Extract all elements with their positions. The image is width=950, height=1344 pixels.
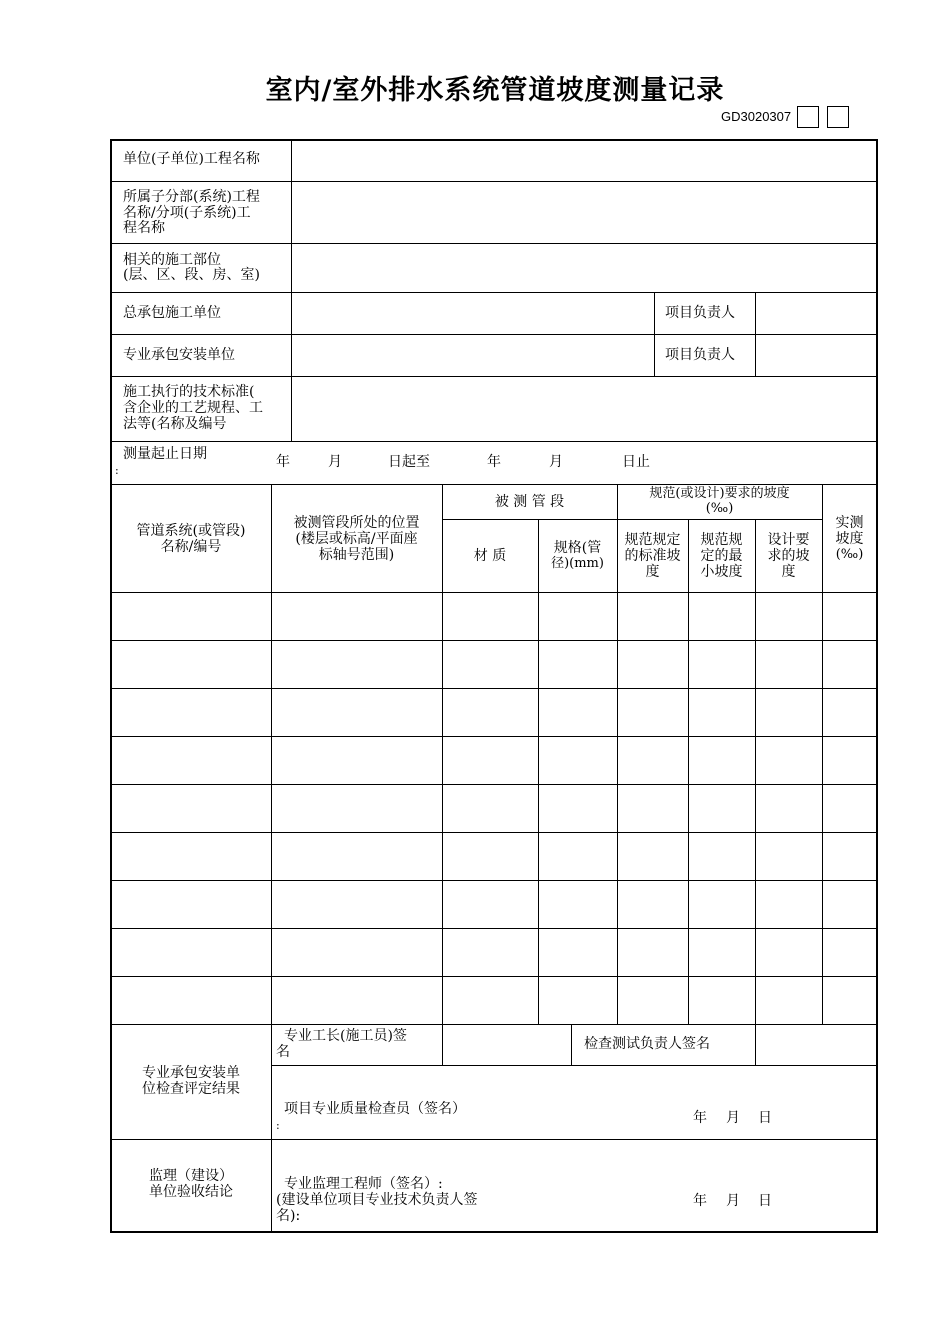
col-divider (755, 1024, 756, 1066)
required-slope-header-1: 规范(或设计)要求的坡度 (649, 486, 790, 501)
table-cell[interactable] (112, 929, 271, 976)
table-cell[interactable] (112, 833, 271, 880)
table-cell[interactable] (823, 737, 876, 784)
inspection-label-2: 位检查评定结果 (142, 1081, 240, 1097)
date-year-1: 年 (276, 454, 290, 470)
table-cell[interactable] (539, 641, 617, 688)
col-divider (291, 140, 292, 442)
table-cell[interactable] (443, 785, 538, 832)
table-cell[interactable] (689, 833, 755, 880)
table-cell[interactable] (689, 929, 755, 976)
table-cell[interactable] (618, 593, 688, 640)
table-cell[interactable] (823, 785, 876, 832)
table-cell[interactable] (823, 593, 876, 640)
table-cell[interactable] (539, 881, 617, 928)
inspection-month: 月 (726, 1110, 740, 1126)
standard-label-1: 施工执行的技术标准( (123, 384, 255, 400)
min-slope-header-3: 小坡度 (700, 564, 743, 580)
table-cell[interactable] (112, 785, 271, 832)
table-cell[interactable] (618, 881, 688, 928)
location-label-1: 相关的施工部位 (123, 252, 221, 268)
table-cell[interactable] (823, 833, 876, 880)
date-year-2: 年 (487, 454, 501, 470)
position-header-2: (楼层或标高/平面座 (295, 531, 418, 547)
table-cell[interactable] (272, 881, 442, 928)
unit-name-label: 单位(子单位)工程名称 (123, 151, 260, 167)
table-cell[interactable] (756, 737, 822, 784)
table-cell[interactable] (689, 977, 755, 1024)
table-cell[interactable] (689, 593, 755, 640)
row-divider (111, 1024, 877, 1025)
table-cell[interactable] (272, 833, 442, 880)
table-cell[interactable] (112, 737, 271, 784)
table-cell[interactable] (618, 737, 688, 784)
form-code-box-2[interactable] (827, 106, 849, 128)
table-cell[interactable] (689, 737, 755, 784)
measured-slope-header-1: 实测 (835, 515, 864, 531)
table-cell[interactable] (112, 881, 271, 928)
table-cell[interactable] (618, 785, 688, 832)
table-cell[interactable] (443, 929, 538, 976)
col-divider (755, 292, 756, 377)
table-cell[interactable] (443, 641, 538, 688)
foreman-signature-label-1: 专业工长(施工员)签 (284, 1028, 407, 1044)
table-cell[interactable] (539, 593, 617, 640)
table-cell[interactable] (689, 689, 755, 736)
general-contractor-label: 总承包施工单位 (123, 305, 221, 321)
date-end: 日止 (622, 454, 650, 470)
quality-inspector-colon: : (276, 1119, 280, 1132)
table-cell[interactable] (443, 833, 538, 880)
position-header-1: 被测管段所处的位置 (293, 515, 420, 531)
table-cell[interactable] (272, 689, 442, 736)
form-code-box-1[interactable] (797, 106, 819, 128)
col-divider (654, 292, 655, 377)
col-divider (571, 1024, 572, 1066)
table-cell[interactable] (823, 641, 876, 688)
header-subdivider (442, 519, 823, 520)
table-cell[interactable] (539, 833, 617, 880)
table-cell[interactable] (112, 689, 271, 736)
table-cell[interactable] (272, 785, 442, 832)
table-cell[interactable] (823, 689, 876, 736)
table-cell[interactable] (272, 737, 442, 784)
quality-inspector-label: 项目专业质量检查员（签名） (284, 1101, 466, 1117)
table-cell[interactable] (618, 641, 688, 688)
table-cell[interactable] (689, 881, 755, 928)
foreman-signature-label-2: 名 (276, 1044, 290, 1060)
spec-header-1: 规格(管 (553, 540, 602, 556)
supervisor-signature-label-3: 名): (276, 1208, 301, 1224)
table-cell[interactable] (539, 929, 617, 976)
row-divider (271, 1065, 877, 1066)
table-cell[interactable] (539, 785, 617, 832)
acceptance-month: 月 (726, 1193, 740, 1209)
special-contractor-label: 专业承包安装单位 (123, 347, 235, 363)
table-cell[interactable] (823, 977, 876, 1024)
date-label: 测量起止日期 (123, 446, 207, 462)
table-cell[interactable] (618, 929, 688, 976)
table-cell[interactable] (272, 977, 442, 1024)
date-start: 日起至 (388, 454, 430, 470)
table-cell[interactable] (756, 785, 822, 832)
table-cell[interactable] (443, 977, 538, 1024)
measured-segment-header: 被 测 管 段 (494, 494, 565, 510)
row-divider (111, 376, 877, 377)
design-slope-header-2: 求的坡 (767, 548, 810, 564)
standard-slope-header-3: 度 (645, 564, 660, 580)
table-cell[interactable] (756, 881, 822, 928)
table-cell[interactable] (112, 593, 271, 640)
sub-division-label-2: 名称/分项(子系统)工 (123, 205, 251, 221)
position-header-3: 标轴号范围) (318, 547, 395, 563)
table-cell[interactable] (272, 929, 442, 976)
spec-header-2: 径)(mm) (551, 556, 604, 571)
acceptance-year: 年 (693, 1193, 707, 1209)
table-cell[interactable] (112, 641, 271, 688)
standard-label-2: 含企业的工艺规程、工 (123, 400, 263, 416)
project-manager-label-1: 项目负责人 (665, 305, 735, 321)
sub-division-label-3: 程名称 (123, 220, 165, 236)
page-title: 室内/室外排水系统管道坡度测量记录 (265, 75, 725, 106)
min-slope-header-2: 定的最 (700, 548, 743, 564)
sub-division-label-1: 所属子分部(系统)工程 (123, 189, 260, 205)
min-slope-header-1: 规范规 (700, 532, 743, 548)
form-code: GD3020307 (721, 109, 792, 124)
table-cell[interactable] (443, 689, 538, 736)
standard-slope-header-2: 的标准坡 (624, 548, 681, 564)
pipe-system-header-2: 名称/编号 (160, 539, 222, 555)
table-cell[interactable] (112, 977, 271, 1024)
supervisor-signature-label-2: (建设单位项目专业技术负责人签 (276, 1192, 478, 1208)
location-label-2: (层、区、段、房、室) (123, 267, 260, 283)
table-cell[interactable] (539, 737, 617, 784)
pipe-system-header-1: 管道系统(或管段) (136, 523, 246, 539)
table-cell[interactable] (823, 929, 876, 976)
design-slope-header-3: 度 (781, 564, 796, 580)
table-cell[interactable] (443, 881, 538, 928)
table-cell[interactable] (756, 641, 822, 688)
inspection-day: 日 (758, 1110, 772, 1126)
table-cell[interactable] (689, 785, 755, 832)
standard-slope-header-1: 规范规定 (624, 532, 681, 548)
supervisor-signature-label-1: 专业监理工程师（签名）: (284, 1176, 443, 1192)
table-cell[interactable] (823, 881, 876, 928)
date-month-2: 月 (549, 454, 563, 470)
inspection-label-1: 专业承包安装单 (142, 1065, 240, 1081)
table-cell[interactable] (618, 833, 688, 880)
inspection-year: 年 (693, 1110, 707, 1126)
tester-signature-label: 检查测试负责人签名 (584, 1036, 710, 1052)
row-divider (111, 1139, 877, 1140)
required-slope-header-2: (‰) (705, 501, 734, 516)
table-cell[interactable] (618, 977, 688, 1024)
row-divider (111, 243, 877, 244)
row-divider (111, 334, 877, 335)
acceptance-label-1: 监理（建设） (149, 1168, 233, 1184)
table-cell[interactable] (756, 593, 822, 640)
acceptance-day: 日 (758, 1193, 772, 1209)
table-cell[interactable] (539, 977, 617, 1024)
row-divider (111, 292, 877, 293)
row-divider (111, 181, 877, 182)
table-cell[interactable] (689, 641, 755, 688)
table-cell[interactable] (756, 689, 822, 736)
table-cell[interactable] (272, 593, 442, 640)
table-cell[interactable] (756, 929, 822, 976)
table-cell[interactable] (618, 689, 688, 736)
table-cell[interactable] (756, 833, 822, 880)
table-cell[interactable] (443, 593, 538, 640)
material-header: 材 质 (473, 548, 507, 564)
acceptance-label-2: 单位验收结论 (149, 1184, 233, 1200)
table-cell[interactable] (443, 737, 538, 784)
table-cell[interactable] (272, 641, 442, 688)
design-slope-header-1: 设计要 (767, 532, 810, 548)
measured-slope-header-2: 坡度 (835, 531, 864, 547)
table-cell[interactable] (539, 689, 617, 736)
date-colon: : (115, 464, 119, 477)
standard-label-3: 法等(名称及编号 (123, 416, 227, 432)
row-divider (111, 441, 877, 442)
date-month-1: 月 (328, 454, 342, 470)
table-cell[interactable] (756, 977, 822, 1024)
row-divider (111, 484, 877, 485)
measured-slope-header-3: (‰) (835, 547, 864, 562)
project-manager-label-2: 项目负责人 (665, 347, 735, 363)
